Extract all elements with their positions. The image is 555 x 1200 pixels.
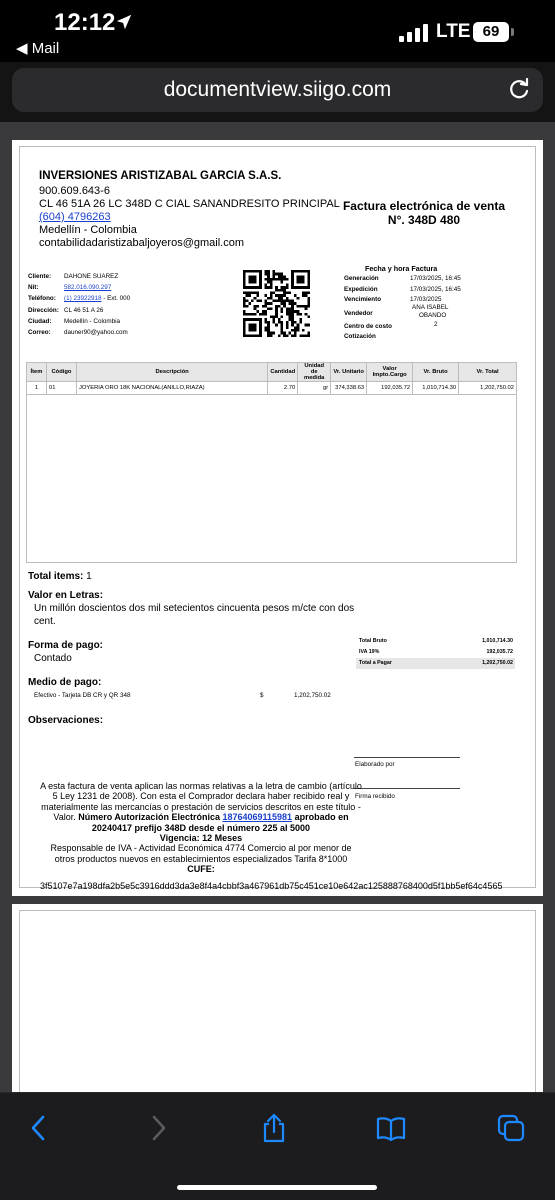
client-phone-link[interactable]: (1) 23922918 (64, 295, 102, 302)
bookmarks-icon[interactable] (376, 1113, 406, 1143)
cell-total: 1,202,750.02 (459, 382, 517, 395)
items-table (26, 362, 517, 395)
company-phone-link[interactable]: (604) 4796263 (39, 211, 111, 223)
invoice-type: Factura electrónica de venta (342, 199, 506, 213)
cost-center-label: Centro de costo (344, 323, 392, 330)
items-table-body (26, 395, 517, 563)
legal-paragraph: A esta factura de venta aplican las normas relativas a la letra de cambio (artículo 5 Ley 1231 de 2008). Con esta el Comprador declara haber recibido real y materialmente las mercancías o prestación de servicios descritos en este título - Valor. (40, 781, 362, 823)
invoice-page (12, 140, 543, 896)
words-label: Valor en Letras: (28, 590, 104, 601)
client-phone-label: Teléfono: (28, 295, 56, 302)
battery-cap (511, 28, 514, 36)
company-city: Medellín - Colombia (39, 224, 137, 236)
network-type: LTE (436, 21, 471, 42)
invoice-page-2 (12, 904, 543, 1092)
quote-label: Cotización (344, 333, 376, 340)
client-phone-wrap (64, 295, 130, 302)
share-icon[interactable] (259, 1113, 289, 1143)
cell-quantity: 2.70 (268, 382, 298, 395)
due-label: Vencimiento (344, 296, 382, 303)
cufe-code: 3f5107e7a198dfa2b5e5c3916ddd3da3e8f4a4cbbf3a467961db75c451ce10e642ac125888768400d5f1bb5ef64c4565 (40, 881, 503, 891)
company-name: INVERSIONES ARISTIZABAL GARCIA S.A.S. (39, 170, 282, 182)
total-pay-row (356, 658, 515, 669)
expedition-date: 17/03/2025, 16:45 (410, 286, 461, 293)
safari-toolbar (0, 1092, 555, 1200)
table-header-row (27, 363, 517, 382)
client-address: CL 46 51 A 26 (64, 307, 104, 314)
col-code: Código (46, 363, 76, 382)
payment-form-label: Forma de pago: (28, 640, 104, 651)
client-city: Medellín - Colombia (64, 318, 120, 325)
client-name: DAHONE SUAREZ (64, 273, 119, 280)
cell-code: 01 (46, 382, 76, 395)
payment-amount: 1,202,750.02 (294, 692, 331, 699)
due-date: 17/03/2025 (410, 296, 442, 303)
total-pay-value: 1,202,750.02 (482, 660, 513, 666)
client-nit[interactable]: 582.016.090.297 (64, 284, 112, 291)
client-email: dauner90@yahoo.com (64, 329, 128, 336)
cell-unit-price: 374,338.63 (331, 382, 367, 395)
col-unit: Unidad de medida (298, 363, 331, 382)
location-arrow-icon (115, 13, 133, 31)
payment-form: Contado (34, 653, 72, 664)
status-time: 12:12 (54, 9, 116, 36)
observations-label: Observaciones: (28, 715, 104, 726)
status-bar (0, 0, 555, 62)
document-viewer[interactable] (0, 122, 555, 1092)
elaborated-label: Elaborado por (355, 761, 395, 768)
validity: Vigencia: 12 Meses (159, 833, 243, 844)
date-header: Fecha y hora Factura (365, 264, 438, 273)
seller-name-2: OBANDO (419, 312, 447, 319)
legal-text (40, 781, 362, 875)
payment-currency: $ (260, 692, 264, 699)
client-address-label: Dirección: (28, 307, 59, 314)
col-total: Vr. Total (459, 363, 517, 382)
iva-label: IVA 19% (359, 649, 380, 655)
total-items-label: Total items: (28, 571, 84, 582)
invoice-number: N°. 348D 480 (387, 213, 461, 227)
cell-item: 1 (27, 382, 47, 395)
seller-name-1: ANA ISABEL (412, 304, 449, 311)
invoice-frame (19, 146, 536, 891)
tabs-icon[interactable] (496, 1113, 526, 1143)
client-email-label: Correo: (28, 329, 51, 336)
iva-value: 192,035.72 (486, 649, 513, 655)
elaborated-line (354, 757, 460, 758)
table-row (27, 382, 517, 395)
qr-code-icon (242, 270, 311, 337)
generation-label: Generación (344, 275, 379, 282)
received-label: Firma recibido (355, 793, 395, 800)
total-pay-label: Total a Pagar (359, 660, 392, 666)
reload-icon[interactable] (506, 76, 532, 102)
words-line-2: cent. (34, 616, 56, 627)
back-to-mail-link[interactable]: ◀ Mail (16, 40, 60, 57)
client-city-label: Ciudad: (28, 318, 52, 325)
total-gross-row (356, 636, 515, 647)
auth-details: aprobado en 20240417 prefijo 348D desde el número 225 al 5000 (91, 812, 349, 833)
signal-icon (399, 24, 431, 42)
invoice-frame-2 (19, 910, 536, 1092)
generation-date: 17/03/2025, 16:45 (410, 275, 461, 282)
url-text[interactable]: documentview.siigo.com (163, 78, 392, 101)
cell-unit: gr (298, 382, 331, 395)
cufe-label: CUFE: (187, 864, 215, 875)
client-nit-label: Nit: (28, 284, 39, 291)
total-gross-value: 1,010,714.30 (482, 638, 513, 644)
cell-gross: 1,010,714.30 (413, 382, 459, 395)
invoice-title (338, 199, 510, 227)
client-phone-ext: - Ext. 000 (103, 295, 131, 302)
words-line-1: Un millón doscientos dos mil setecientos cincuenta pesos m/cte con dos (34, 603, 355, 614)
col-quantity: Cantidad (268, 363, 298, 382)
total-items (28, 571, 92, 582)
client-label: Cliente: (28, 273, 52, 280)
seller-label: Vendedor (344, 310, 373, 317)
col-gross: Vr. Bruto (413, 363, 459, 382)
col-item: Ítem (27, 363, 47, 382)
expedition-label: Expedición (344, 286, 378, 293)
payment-method: Efectivo - Tarjeta DB CR y QR 348 (34, 692, 131, 699)
total-items-value: 1 (86, 571, 92, 582)
col-unit-price: Vr. Unitario (331, 363, 367, 382)
cell-description: JOYERIA ORO 18K NACIONAL(ANILLO,RIAZA) (76, 382, 267, 395)
auth-number-link[interactable]: 18764069115981 (222, 812, 293, 823)
auth-label: Número Autorización Electrónica (78, 812, 220, 823)
back-icon[interactable] (24, 1113, 54, 1143)
home-indicator (177, 1185, 377, 1190)
forward-icon[interactable] (143, 1113, 173, 1143)
company-nit: 900.609.643-6 (39, 185, 110, 197)
company-email: contabilidadaristizabaljoyeros@gmail.com (39, 237, 244, 249)
company-address: CL 46 51A 26 LC 348D C CIAL SANANDRESITO PRINCIPAL (39, 198, 340, 210)
received-line (354, 788, 460, 789)
cell-tax: 192,035.72 (367, 382, 413, 395)
cost-center: 2 (434, 321, 438, 328)
total-gross-label: Total Bruto (359, 638, 387, 644)
tax-responsibility: Responsable de IVA - Actividad Económica 4774 Comercio al por menor de otros productos nuevos en establecimientos especializados Tarifa 8*1000 (50, 843, 352, 864)
payment-method-label: Medio de pago: (28, 677, 102, 688)
col-description: Descripción (76, 363, 267, 382)
battery-indicator: 69 (473, 22, 509, 42)
col-tax: Valor Impto.Cargo (367, 363, 413, 382)
iva-row (356, 647, 515, 658)
